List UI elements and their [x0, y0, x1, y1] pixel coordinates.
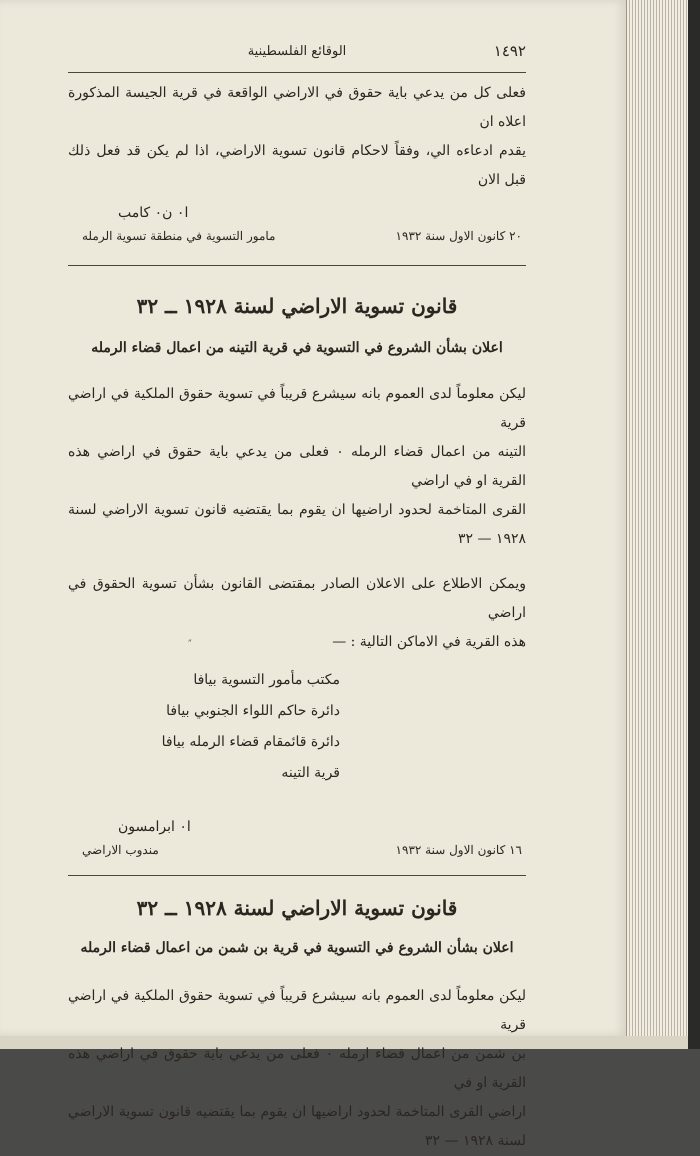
place-item: دائرة حاكم اللواء الجنوبي بيافا [166, 703, 340, 719]
notice-bin-shamin [68, 896, 526, 1156]
notice-top [68, 79, 526, 251]
notice-tina-subtitle: اعلان بشأن الشروع في التسوية في قرية التينه من اعمال قضاء الرمله [91, 340, 503, 356]
page-number: ١٤٩٢ [493, 42, 526, 60]
place-item: مكتب مأمور التسوية بيافا [193, 672, 340, 688]
notice-top-footer [68, 229, 526, 251]
ink-mark: ״ [188, 637, 192, 648]
notice-tina-footer [68, 843, 526, 865]
place-item: دائرة قائمقام قضاء الرمله بيافا [161, 734, 340, 750]
notice-tina-para1-line-1: ليكن معلوماً لدى العموم بانه سيشرع قريباً في تسوية حقوق الملكية في اراضي قرية [68, 386, 526, 431]
notice-tina-title: قانون تسوية الاراضي لسنة ١٩٢٨ ــ ٣٢ [136, 294, 458, 318]
notice-tina-para1-line-2: التينه من اعمال قضاء الرمله ٠ فعلى من يدعي باية حقوق في اراضي هذه القرية او في اراضي [68, 444, 526, 489]
notice-bin-shamin-title: قانون تسوية الاراضي لسنة ١٩٢٨ ــ ٣٢ [136, 896, 458, 920]
notice-tina-office: مندوب الاراضي [82, 843, 159, 857]
notice-tina-para1-line-3: القرى المتاخمة لحدود اراضيها ان يقوم بما يقتضيه قانون تسوية الاراضي لسنة ١٩٢٨ — ٣٢ [68, 502, 526, 547]
notice-top-office: مامور التسوية في منطقة تسوية الرمله [82, 229, 276, 243]
notice-tina-signature: ا٠ ابرامسون [118, 819, 191, 835]
notice-bin-shamin-subtitle: اعلان بشأن الشروع في التسوية في قرية بن شمن من اعمال قضاء الرمله [80, 940, 514, 956]
journal-title: الوقائع الفلسطينية [247, 44, 347, 59]
edge-shadow [688, 0, 700, 1049]
notice-top-line-1: فعلى كل من يدعي باية حقوق في الاراضي الواقعة في قرية الجيسة المذكورة اعلاه ان [68, 85, 526, 130]
notice-bin-shamin-line-2: بن شمن من اعمال قضاء ارمله ٠ فعلى من يدعي باية حقوق في اراضي هذه القرية او في [68, 1046, 526, 1091]
running-head [68, 32, 526, 58]
notice-bin-shamin-line-3: اراضي القرى المتاخمة لحدود اراضيها ان يقوم بما يقتضيه قانون تسوية الاراضي لسنة ١٩٢٨ — ٣٢ [68, 1104, 526, 1149]
notice-top-signature: ا٠ ن٠ كامب [118, 205, 189, 221]
page-edges [626, 0, 689, 1040]
place-item: قرية التينه [281, 765, 340, 781]
notice-bin-shamin-line-1: ليكن معلوماً لدى العموم بانه سيشرع قريباً في تسوية حقوق الملكية في اراضي قرية [68, 988, 526, 1033]
notice-tina-para2-line-1: ويمكن الاطلاع على الاعلان الصادر بمقتضى القانون بشأن تسوية الحقوق في اراضي [68, 576, 526, 621]
notice-tina-date: ١٦ كانون الاول سنة ١٩٣٢ [395, 843, 522, 857]
notice-top-date: ٢٠ كانون الاول سنة ١٩٣٢ [395, 229, 522, 243]
notice-tina [68, 294, 526, 865]
notice-tina-places [68, 665, 526, 789]
page-content [68, 32, 526, 1156]
notice-tina-para2-line-2: هذه القرية في الاماكن التالية : — [332, 634, 526, 650]
notice-top-line-2: يقدم ادعاءه الي، وفقاً لاحكام قانون تسوية الاراضي، اذا لم يكن قد فعل ذلك قبل الان [68, 143, 526, 188]
